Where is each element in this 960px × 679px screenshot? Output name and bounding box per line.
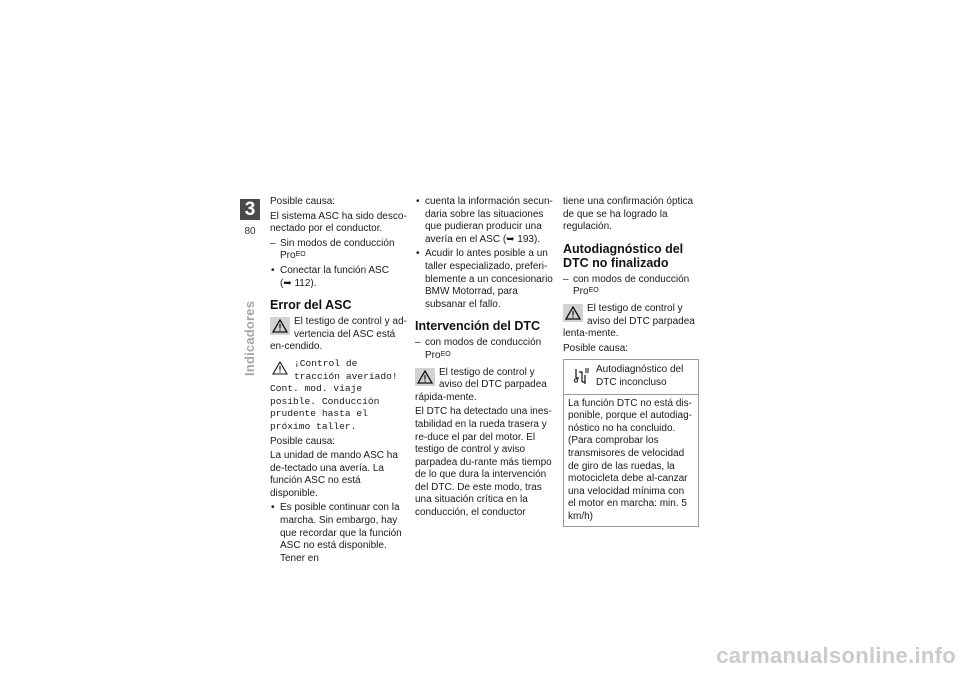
dash-text: con modos de conducción — [425, 337, 542, 349]
display-text: ¡Control de tracción averiado! Cont. mod. viaje posible. Conducción prudente hasta el próximo taller. — [270, 357, 398, 432]
paragraph: tiene una confirmación óptica de que se ha logrado la regulación. — [563, 196, 694, 233]
paragraph: El sistema ASC ha sido desco-nectado por el conductor. — [270, 210, 407, 235]
diagnostic-box-title: Autodiagnóstico del DTC inconcluso — [596, 364, 684, 388]
section-heading: Error del ASC — [270, 298, 352, 313]
paragraph: Posible causa: — [270, 435, 336, 447]
bullet-text: Conectar la función ASC — [280, 264, 389, 276]
motorcycle-dtc-icon — [570, 365, 592, 387]
bullet-list-item — [270, 265, 408, 290]
warning-text: El testigo de control y ad-vertencia del ASC está en-cendido. — [270, 316, 407, 353]
diagnostic-box — [563, 359, 699, 527]
dash-list-item — [415, 337, 553, 362]
warning-triangle-icon — [415, 368, 435, 386]
warning-note — [563, 303, 699, 341]
bullet-list-item-continued — [415, 196, 553, 246]
column-3 — [563, 196, 699, 527]
bullet-text: cuenta la información secun-daria sobre las situaciones que pudieran producir una avería en el ASC (➥ 193). — [425, 196, 553, 245]
dash-text: con modos de conducción — [573, 273, 690, 285]
watermark-logo: carmanualsonline.info — [716, 643, 956, 668]
warning-triangle-icon — [270, 317, 290, 335]
dash-text: Sin modos de conducción — [280, 237, 395, 249]
eo-superscript: EO — [295, 251, 306, 259]
diagnostic-box-body: La función DTC no está dis-ponible, porque el autodiag-nóstico no ha concluido. (Para comprobar los transmisores de velocidad de giro de las ruedas, la motocicleta debe al-canzar una velocidad mínima con el motor en marcha: min. 5 km/h) — [568, 397, 692, 522]
column-2 — [415, 196, 553, 522]
dash-list-item — [563, 274, 699, 299]
section-heading: Autodiagnóstico del DTC no finalizado — [563, 241, 684, 270]
display-message — [270, 358, 408, 434]
warning-triangle-icon — [563, 304, 583, 322]
dash-list-item — [270, 238, 408, 263]
diagnostic-box-header — [564, 360, 698, 394]
warning-text: El testigo de control y aviso del DTC parpadea rápida-mente. — [415, 366, 547, 403]
eo-superscript: EO — [440, 350, 451, 358]
bullet-list-item: • Acudir lo antes posible a un taller especializado, preferi-blemente a un concesionario BMW Motorrad, para subsanar el fallo. — [415, 248, 553, 311]
eo-superscript: EO — [588, 287, 599, 295]
paragraph: Posible causa: — [270, 196, 336, 207]
side-chapter-title: Indicadores — [242, 300, 257, 376]
paragraph: El DTC ha detectado una ines-tabilidad en la rueda trasera y re-duce el par del motor. El testigo de control y aviso parpadea du-rante más tiempo de lo que dura la intervención del DTC. De este modo, tras una situación crítica en la conducción, el conductor — [415, 406, 552, 519]
page-number: 80 — [244, 226, 256, 237]
paragraph: La unidad de mando ASC ha de-tectado una avería. La función ASC no está disponible. — [270, 450, 398, 499]
warning-triangle-icon — [270, 359, 290, 377]
pro-label: Pro — [425, 349, 441, 361]
warning-note — [270, 316, 408, 354]
bullet-list-item: • Es posible continuar con la marcha. Sin embargo, hay que recordar que la función ASC no está disponible. Tener en — [270, 502, 408, 565]
section-heading: Intervención del DTC — [415, 319, 541, 334]
page-reference: (➥ 112). — [280, 277, 317, 289]
column-1 — [270, 196, 408, 567]
chapter-tab: 3 — [240, 199, 260, 220]
warning-text: El testigo de control y aviso del DTC parpadea lenta-mente. — [563, 302, 695, 340]
pro-label: Pro — [573, 286, 589, 298]
pro-label: Pro — [280, 250, 296, 262]
warning-note — [415, 367, 553, 405]
paragraph: Posible causa: — [563, 342, 629, 354]
